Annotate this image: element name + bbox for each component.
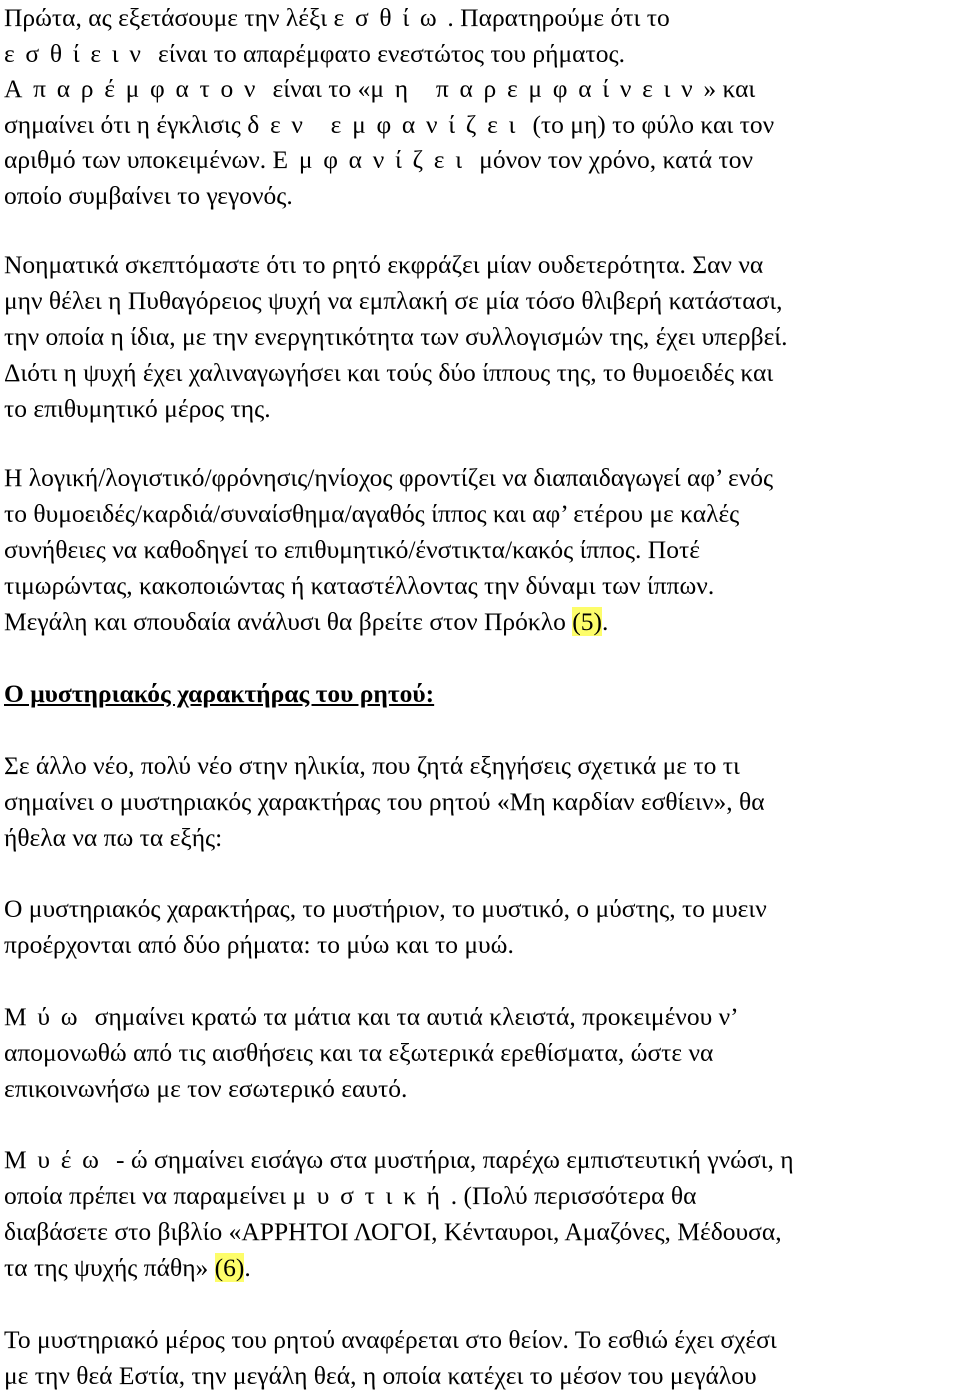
text-line: το θυμοειδές/καρδιά/συναίσθημα/αγαθός ίππος και αφ’ ετέρου με καλές <box>4 499 740 528</box>
text-line: σημαίνει ο μυστηριακός χαρακτήρας του ρητού «Μη καρδίαν εσθίειν», θα <box>4 787 765 816</box>
section-heading: Ο μυστηριακός χαρακτήρας του ρητού: <box>4 679 435 708</box>
text-span: (το μη) το φύλο και τον <box>526 109 775 139</box>
text-line <box>4 71 956 107</box>
paragraph-myo <box>4 999 956 1107</box>
text-line: προέρχονται από δύο ρήματα: το μύω και το μυώ. <box>4 930 514 959</box>
spaced-word: Απαρέμφατον <box>4 74 267 103</box>
text-line <box>4 36 956 72</box>
text-line: το επιθυμητικό μέρος της. <box>4 394 271 423</box>
text-span: αριθμό των υποκειμένων. <box>4 145 273 174</box>
text-span: » και <box>703 74 756 103</box>
text-line: απομονωθώ από τις αισθήσεις και τα εξωτερικά ερεθίσματα, ώστε να <box>4 1038 714 1067</box>
text-line <box>4 1250 956 1286</box>
spaced-word: μη παρεμφαίνειν <box>370 74 704 103</box>
text-line: Σε άλλο νέο, πολύ νέο στην ηλικία, που ζητά εξηγήσεις σχετικά με το τι <box>4 751 740 780</box>
paragraph-charioteer <box>4 460 956 640</box>
spaced-word: εσθίειν <box>4 38 152 68</box>
spaced-word: μυστική <box>292 1181 451 1210</box>
spaced-word: εσθίω <box>333 3 448 32</box>
spaced-word: Μύω <box>4 1002 89 1031</box>
text-span: σημαίνει κρατώ τα μάτια και τα αυτιά κλειστά, προκειμένου ν’ <box>88 1002 739 1031</box>
text-line <box>4 142 956 178</box>
text-line: επικοινωνήσω με τον εσωτερικό εαυτό. <box>4 1074 408 1103</box>
text-span: τα της ψυχής πάθη» <box>4 1253 215 1282</box>
text-span: . <box>244 1253 251 1282</box>
text-line: Νοηματικά σκεπτόμαστε ότι το ρητό εκφράζει μίαν ουδετερότητα. Σαν να <box>4 250 764 279</box>
text-line: μην θέλει η Πυθαγόρειος ψυχή να εμπλακή σε μία τόσο θλιβερή κατάστασι, <box>4 286 783 315</box>
text-span: . <box>601 607 609 636</box>
text-span: . Παρατηρούμε ότι το <box>447 3 670 32</box>
text-line <box>4 999 956 1035</box>
text-line <box>4 604 956 640</box>
text-line: ήθελα να πω τα εξής: <box>4 823 223 852</box>
text-span: - ώ σημαίνει εισάγω στα μυστήρια, παρέχω εμπιστευτική γνώσι, η <box>109 1145 794 1174</box>
paragraph-etymology-esthio <box>4 0 956 213</box>
text-span: μόνον τον χρόνο, κατά τον <box>472 145 753 174</box>
text-line: την οποία η ίδια, με την ενεργητικότητα των συλλογισμών της, έχει υπερβεί. <box>4 322 788 351</box>
text-span: Πρώτα, ας εξετάσουμε την λέξι <box>4 3 334 32</box>
text-line: συνήθειες να καθοδηγεί το επιθυμητικό/ένστικτα/κακός ίππος. Ποτέ <box>4 535 700 564</box>
spaced-word: Εμφανίζει <box>272 145 473 174</box>
spaced-word: δεν εμφανίζει <box>247 109 527 139</box>
text-span: σημαίνει ότι η έγκλισις <box>4 109 248 139</box>
document-page <box>4 0 956 1394</box>
text-span: είναι το « <box>266 74 371 103</box>
text-line: με την θεά Εστία, την μεγάλη θεά, η οποία κατέχει το μέσον του μεγάλου <box>4 1361 757 1390</box>
paragraph-question <box>4 748 956 856</box>
text-line: Ο μυστηριακός χαρακτήρας, το μυστήριον, το μυστικό, ο μύστης, το μυειν <box>4 894 767 923</box>
text-line <box>4 1178 956 1214</box>
text-line <box>4 0 956 36</box>
footnote-ref-6[interactable]: (6) <box>214 1253 245 1282</box>
paragraph-hestia <box>4 1322 956 1394</box>
text-line <box>4 1142 956 1178</box>
text-span: είναι το απαρέμφατο ενεστώτος του ρήματος. <box>151 38 625 68</box>
text-line: οποίο συμβαίνει το γεγονός. <box>4 180 293 210</box>
text-line: διαβάσετε στο βιβλίο «ΑΡΡΗΤΟΙ ΛΟΓΟΙ, Κένταυροι, Αμαζόνες, Μέδουσα, <box>4 1217 782 1246</box>
text-span: οποία πρέπει να παραμείνει <box>4 1181 293 1210</box>
text-line: Το μυστηριακό μέρος του ρητού αναφέρεται στο θείον. Το εσθιώ έχει σχέσι <box>4 1325 777 1354</box>
footnote-ref-5[interactable]: (5) <box>572 607 602 636</box>
paragraph-mystery-origin <box>4 891 956 963</box>
text-line: τιμωρώντας, κακοποιώντας ή καταστέλλοντας την δύναμι των ίππων. <box>4 571 715 600</box>
text-line: Η λογική/λογιστικό/φρόνησις/ηνίοχος φροντίζει να διαπαιδαγωγεί αφ’ ενός <box>4 463 774 492</box>
text-span: . (Πολύ περισσότερα θα <box>450 1181 697 1210</box>
spaced-word: Μυέω <box>4 1145 110 1174</box>
paragraph-myeo <box>4 1142 956 1286</box>
text-span: Μεγάλη και σπουδαία ανάλυσι θα βρείτε στον Πρόκλο <box>4 607 573 636</box>
paragraph-neutrality <box>4 247 956 427</box>
text-line: Διότι η ψυχή έχει χαλιναγωγήσει και τούς δύο ίππους της, το θυμοειδές και <box>4 358 774 387</box>
text-line <box>4 107 956 143</box>
